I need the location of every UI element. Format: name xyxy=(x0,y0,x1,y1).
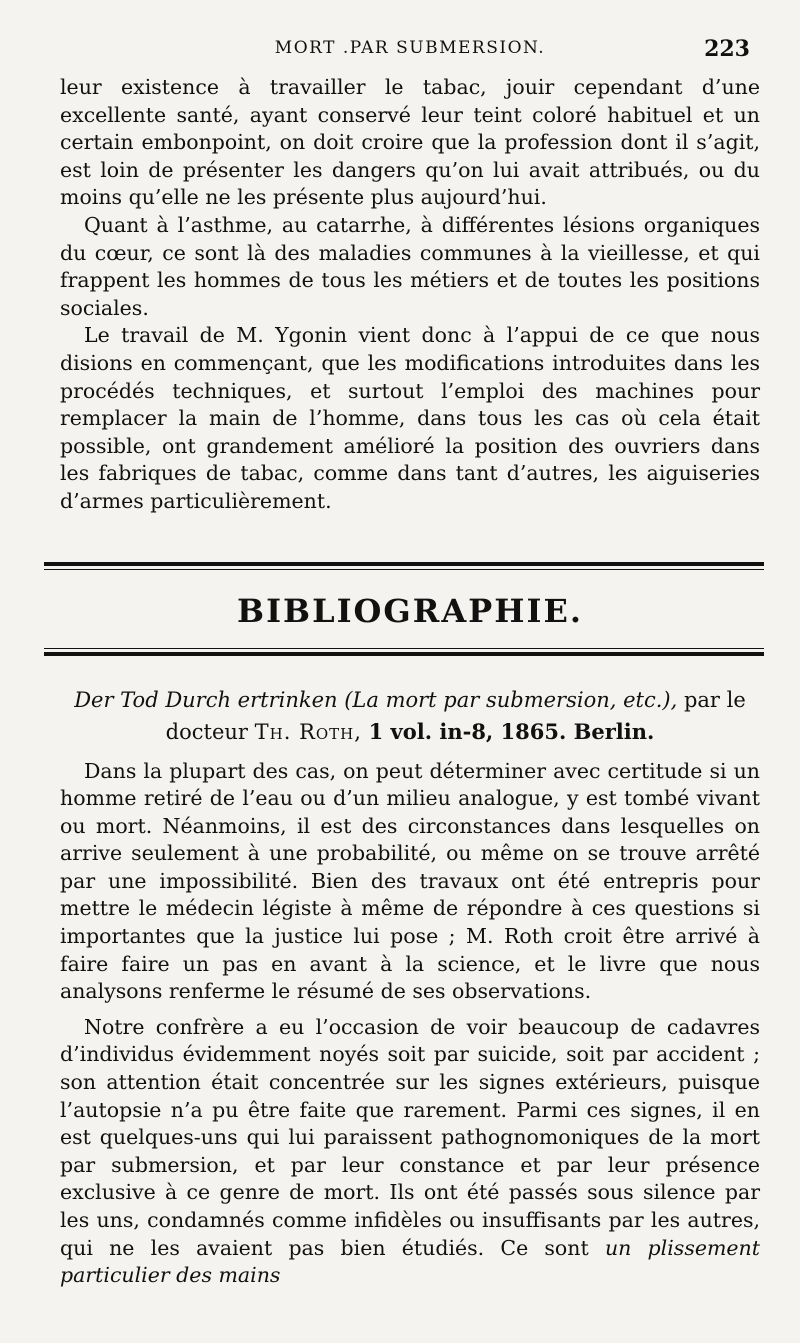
paragraph-asthme: Quant à l’asthme, au catarrhe, à différentes lésions organiques du cœur, ce sont là des maladies communes à la vieillesse, et qui frappent les hommes de tous les métiers et de toutes les positions sociales. xyxy=(60,212,760,320)
section-rule-bottom xyxy=(44,648,764,656)
trailing-italic-phrase: un plissement particulier des mains xyxy=(60,1235,760,1288)
running-header xyxy=(60,30,760,74)
rule-thin xyxy=(44,569,764,570)
work-translation: (La mort par submersion, etc.), xyxy=(344,687,678,712)
paragraph-plupart: Dans la plupart des cas, on peut déterminer avec certitude si un homme retiré de l’eau ou d’un milieu analogue, y est tombé vivant ou mort. Néanmoins, il est des circonstances dans lesquelles on arrive seulement à une probabilité, ou même on se trouve arrêté par une impossibilité. Bien des travaux ont été entrepris pour mettre le médecin légiste à même de répondre à ces questions si importantes que la justice lui pose ; M. Roth croit être arrivé à faire faire un pas en avant à la science, et le livre que nous analysons renferme le résumé de ses observations. xyxy=(60,758,760,1004)
rule-thick xyxy=(44,652,764,656)
paragraph-continuation: leur existence à travailler le tabac, jouir cependant d’une excellente santé, ayant conservé leur teint coloré habituel et un certain embonpoint, on doit croire que la profession dont il s’agit, est loin de présenter les dangers qu’on lui avait attribués, ou du moins qu’elle ne les présente plus aujourd’hui. xyxy=(60,75,760,210)
bibliographic-citation xyxy=(60,684,760,748)
paragraph-ygonin: Le travail de M. Ygonin vient donc à l’appui de ce que nous disions en commençant, que les modifications introduites dans les procédés techniques, et surtout l’emploi des machines pour remplacer la main de l’homme, dans tous les cas où cela était possible, ont grandement amélioré la position des ouvriers dans les fabriques de tabac, comme dans tant d’autres, les aiguiseries d’armes particulièrement. xyxy=(60,323,760,513)
work-title: Der Tod Durch ertrinken xyxy=(74,687,338,712)
section-title: BIBLIOGRAPHIE. xyxy=(237,591,583,630)
author-prefix: docteur xyxy=(165,719,248,744)
author-name: Th. Roth, xyxy=(254,719,362,744)
paragraph-confrere xyxy=(60,1014,760,1290)
page-number: 223 xyxy=(704,36,750,62)
rule-thin xyxy=(44,648,764,649)
citation-by: par le xyxy=(683,687,746,712)
running-title: MORT .PAR SUBMERSION. xyxy=(274,38,546,58)
paragraph-confrere-text: Notre confrère a eu l’occasion de voir beaucoup de cadavres d’individus évidemment noyés soit par suicide, soit par accident ; son attention était concentrée sur les signes extérieurs, puisque l’autopsie n’a pu être faite que rarement. Parmi ces signes, il en est quelques-uns qui lui paraissent pathognomoniques de la mort par submersion, et par leur constance et par leur présence exclusive à ce genre de mort. Ils ont été passés sous silence par les uns, condamnés comme infidèles ou insuffisants par les autres, qui ne les avaient pas bien étudiés. Ce sont xyxy=(60,1014,760,1260)
rule-thick xyxy=(44,562,764,566)
publication-details: 1 vol. in-8, 1865. Berlin. xyxy=(368,718,655,744)
section-rule-top xyxy=(44,562,764,570)
